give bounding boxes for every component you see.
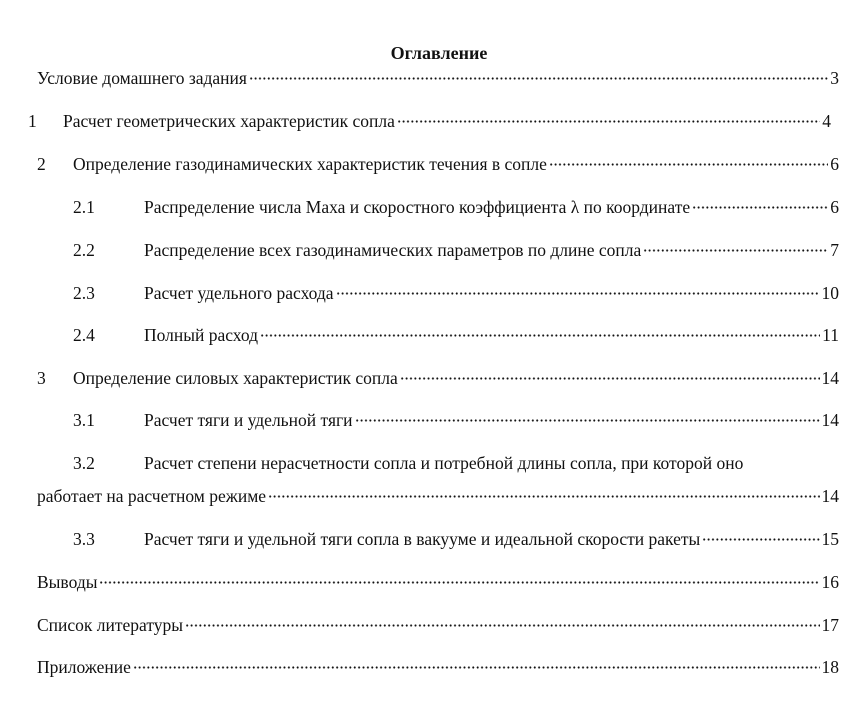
toc-entry-number: 3.1 bbox=[73, 410, 95, 430]
toc-entry-label: Приложение bbox=[37, 657, 131, 677]
toc-entry-label: Расчет степени нерасчетности сопла и потребной длины сопла, при которой оно bbox=[144, 453, 744, 473]
toc-page-number: 14 bbox=[821, 410, 839, 430]
dot-leader bbox=[249, 77, 828, 80]
toc-page-number: 7 bbox=[830, 240, 839, 260]
dot-leader bbox=[268, 495, 819, 498]
toc-entry-2-1[interactable] bbox=[73, 197, 839, 221]
dot-leader bbox=[549, 163, 828, 166]
toc-entry-appendix[interactable] bbox=[37, 657, 839, 681]
dot-leader bbox=[397, 120, 820, 123]
toc-entry-label: Определение газодинамических характеристик течения в сопле bbox=[73, 154, 547, 174]
toc-entry-3-3[interactable] bbox=[73, 529, 839, 553]
toc-entry-1[interactable] bbox=[28, 111, 831, 135]
toc-entry-3-1[interactable] bbox=[73, 410, 839, 434]
toc-page-number: 6 bbox=[830, 197, 839, 217]
toc-entry-3-2-first-line[interactable] bbox=[73, 453, 743, 474]
toc-entry-references[interactable] bbox=[37, 615, 839, 639]
toc-entry-label: Распределение числа Маха и скоростного коэффициента λ по координате bbox=[144, 197, 691, 217]
toc-entry-label: Распределение всех газодинамических параметров по длине сопла bbox=[144, 240, 642, 260]
toc-page-number: 16 bbox=[821, 572, 839, 592]
toc-page-number: 18 bbox=[821, 657, 839, 677]
dot-leader bbox=[643, 249, 828, 252]
toc-page-number: 14 bbox=[821, 368, 839, 388]
toc-entry-number: 3.2 bbox=[73, 453, 95, 473]
toc-entry-conclusions[interactable] bbox=[37, 572, 839, 596]
dot-leader bbox=[336, 292, 820, 295]
dot-leader bbox=[400, 377, 820, 380]
toc-title: Оглавление bbox=[390, 43, 488, 63]
toc-page-number: 3 bbox=[830, 68, 839, 88]
dot-leader bbox=[692, 206, 828, 209]
toc-entry-number: 2.4 bbox=[73, 325, 95, 345]
dot-leader bbox=[185, 624, 819, 627]
toc-entry-label: Выводы bbox=[37, 572, 98, 592]
toc-entry-label: Список литературы bbox=[37, 615, 184, 635]
dot-leader bbox=[133, 666, 820, 669]
toc-page-number: 17 bbox=[821, 615, 839, 635]
toc-page-number: 15 bbox=[821, 529, 839, 549]
toc-entry-number: 2.1 bbox=[73, 197, 95, 217]
toc-entry-label: Расчет тяги и удельной тяги bbox=[144, 410, 353, 430]
toc-entry-label: Расчет геометрических характеристик сопла bbox=[63, 111, 395, 131]
toc-entry-number: 3 bbox=[37, 368, 46, 388]
toc-entry-label-continuation: работает на расчетном режиме bbox=[37, 486, 267, 506]
dot-leader bbox=[99, 581, 819, 584]
toc-entry-number: 2 bbox=[37, 154, 46, 174]
toc-entry-2-4[interactable] bbox=[73, 325, 839, 349]
toc-entry-label: Расчет удельного расхода bbox=[144, 283, 334, 303]
toc-entry-3[interactable] bbox=[37, 368, 839, 392]
toc-entry-2-3[interactable] bbox=[73, 283, 839, 307]
toc-entry-2[interactable] bbox=[37, 154, 839, 178]
dot-leader bbox=[355, 419, 820, 422]
dot-leader bbox=[702, 538, 819, 541]
toc-page-number: 6 bbox=[830, 154, 839, 174]
toc-entry-number: 2.3 bbox=[73, 283, 95, 303]
toc-page-number: 11 bbox=[822, 325, 839, 345]
toc-entry-assignment[interactable] bbox=[37, 68, 839, 92]
toc-page-number: 14 bbox=[821, 486, 839, 506]
toc-entry-number: 2.2 bbox=[73, 240, 95, 260]
toc-page-number: 10 bbox=[821, 283, 839, 303]
toc-entry-label: Полный расход bbox=[144, 325, 259, 345]
toc-entry-3-2[interactable] bbox=[37, 486, 839, 510]
toc-entry-number: 1 bbox=[28, 111, 37, 131]
toc-entry-label: Определение силовых характеристик сопла bbox=[73, 368, 398, 388]
toc-page-number: 4 bbox=[822, 111, 831, 131]
toc-entry-label: Расчет тяги и удельной тяги сопла в вакууме и идеальной скорости ракеты bbox=[144, 529, 701, 549]
toc-entry-label: Условие домашнего задания bbox=[37, 68, 247, 88]
dot-leader bbox=[260, 334, 820, 337]
toc-entry-number: 3.3 bbox=[73, 529, 95, 549]
toc-entry-2-2[interactable] bbox=[73, 240, 839, 264]
